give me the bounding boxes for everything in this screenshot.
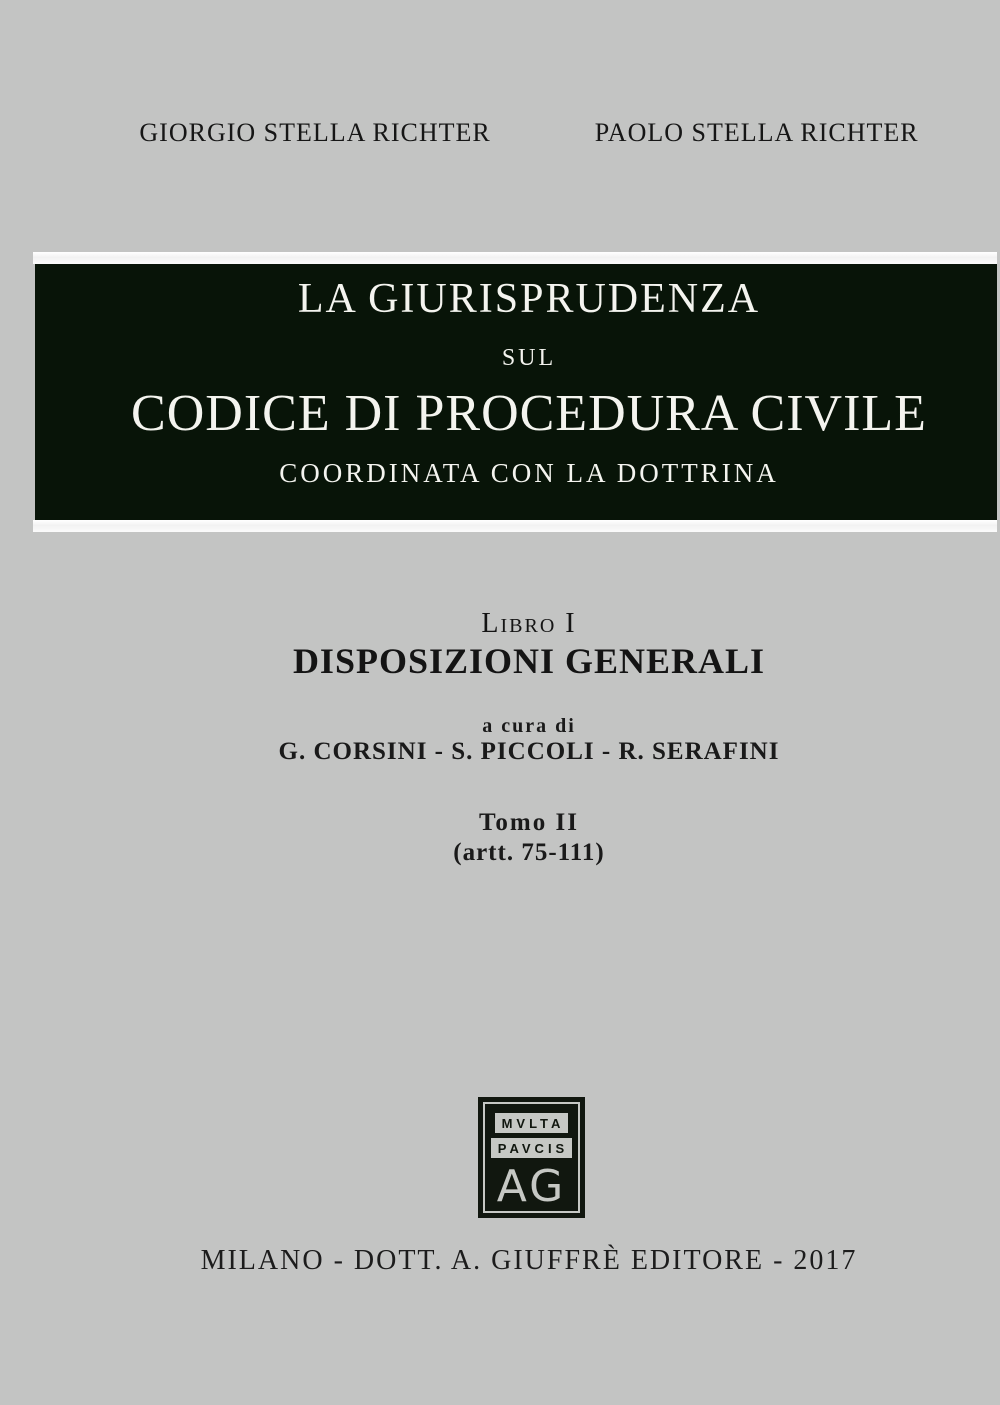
section-title: DISPOSIZIONI GENERALI [292, 641, 766, 681]
publisher-logo-frame [483, 1102, 580, 1213]
banner-title-line1: LA GIURISPRUDENZA [297, 276, 761, 322]
curators-names: G. CORSINI - S. PICCOLI - R. SERAFINI [278, 738, 780, 765]
banner-bottom-separator [33, 520, 997, 532]
author-name-right: PAOLO STELLA RICHTER [594, 118, 919, 147]
logo-initials: AG [496, 1161, 567, 1212]
title-banner [35, 264, 997, 520]
publisher-logo [478, 1097, 585, 1218]
author-name-left: GIORGIO STELLA RICHTER [139, 118, 491, 147]
articles-range: (artt. 75-111) [453, 839, 605, 866]
banner-title-line2: SUL [501, 345, 557, 371]
volume-label: Tomo II [479, 809, 579, 836]
banner-top-separator [33, 252, 997, 264]
banner-title-line3: CODICE DI PROCEDURA CIVILE [131, 385, 927, 442]
logo-motto-plate-2: PAVCIS [491, 1138, 572, 1158]
publisher-imprint: MILANO - DOTT. A. GIUFFRÈ EDITORE - 2017 [200, 1245, 858, 1276]
book-part-label: Libro I [481, 608, 577, 639]
authors-row [58, 120, 1000, 146]
curation-prefix: a cura di [482, 715, 576, 737]
logo-motto-plate-1: MVLTA [495, 1113, 569, 1133]
banner-subtitle: COORDINATA CON LA DOTTRINA [279, 458, 779, 488]
